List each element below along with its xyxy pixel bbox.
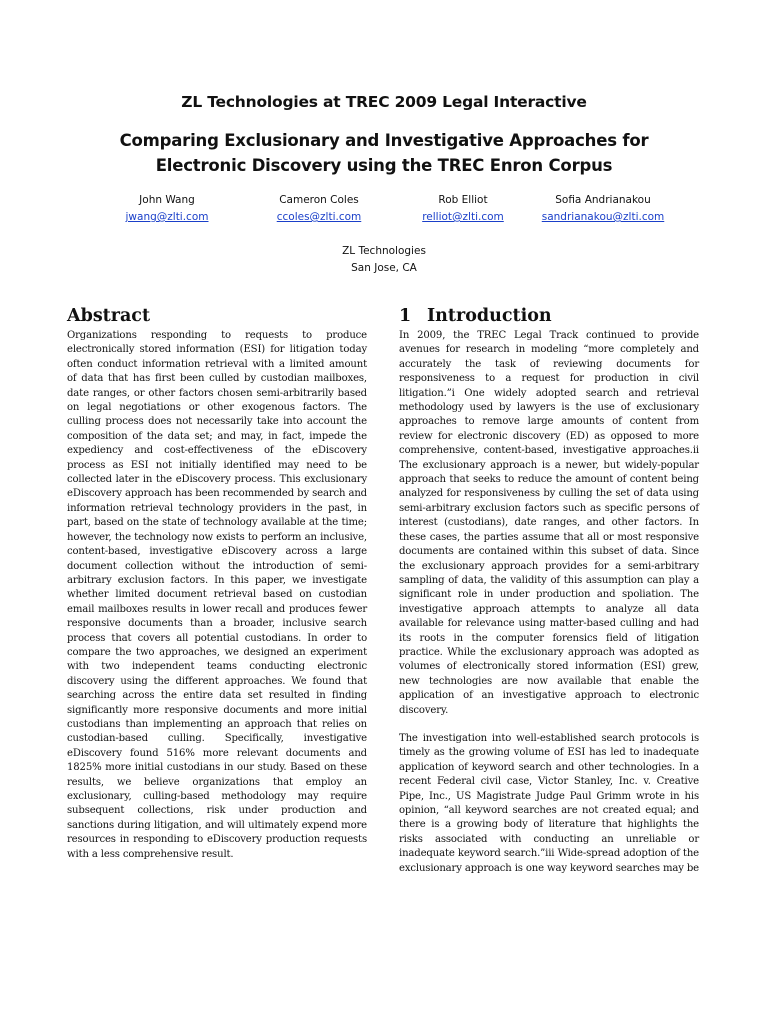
abstract-body <box>67 329 367 862</box>
paper-title: ZL Technologies at TREC 2009 Legal Interactive <box>181 93 587 111</box>
introduction-heading <box>399 306 552 326</box>
paper-subtitle-line-1: Comparing Exclusionary and Investigative Approaches for <box>119 131 649 150</box>
abstract-paragraph: Organizations responding to requests to produce electronically stored information (ESI) for litigation today often conduct information retrieval with a limited amount of data that has first been culled by custodian mailboxes, date ranges, or other factors chosen semi-arbitrarily based on legal negotiations or other exogenous factors. The culling process does not necessarily take into account the composition of the data set; and may, in fact, impede the expediency and cost-effectiveness of the eDiscovery process as ESI not initially identified may need to be collected later in the eDiscovery process. This exclusionary eDiscovery approach has been recommended by search and information retrieval technology providers in the past, in part, based on the state of technology available at the time; however, the technology now exists to perform an inclusive, content-based, investigative eDiscovery across a large document collection without the introduction of semi-arbitrary exclusion factors. In this paper, we investigate whether limited document retrieval based on custodian email mailboxes results in lower recall and produces fewer responsive documents than a broader, inclusive search process that covers all potential custodians. In order to compare the two approaches, we designed an experiment with two independent teams conducting electronic discovery using the different approaches. We found that searching across the entire data set resulted in finding significantly more responsive documents and more initial custodians than implementing an approach that relies on custodian-based culling. Specifically, investigative eDiscovery found 516% more relevant documents and 1825% more initial custodians in our study. Based on these results, we believe organizations that employ an exclusionary, culling-based methodology may require subsequent collections, risk under production and sanctions during litigation, and will ultimately expend more resources in responding to eDiscovery production requests with a less comprehensive result. <box>67 330 367 860</box>
author-email-link[interactable]: jwang@zlti.com <box>125 211 209 223</box>
abstract-heading-text: Abstract <box>67 306 151 326</box>
introduction-heading-text: Introduction <box>427 306 552 326</box>
author-name: Sofia Andrianakou <box>555 194 651 206</box>
author-name: Rob Elliot <box>438 194 488 206</box>
paper-subtitle-line-2: Electronic Discovery using the TREC Enron Corpus <box>155 156 613 175</box>
section-number: 1 <box>399 306 412 326</box>
introduction-paragraph-1: In 2009, the TREC Legal Track continued to provide avenues for research in modeling “more completely and accurately the task of reviewing documents for responsiveness to a request for production in civil litigation.”i One widely adopted search and retrieval methodology used by lawyers is the use of exclusionary approaches to remove large amounts of content from review for electronic discovery (ED) as opposed to more comprehensive, content-based, investigative approaches.ii The exclusionary approach is a newer, but widely-popular approach that seeks to reduce the amount of content being analyzed for responsiveness by culling the set of data using semi-arbitrary exclusion factors such as specific persons of interest (custodians), date ranges, and other factors. In these cases, the parties assume that all or most responsive documents are contained within this subset of data. Since the exclusionary approach provides for a semi-arbitrary sampling of data, the validity of this assumption can play a significant role in under production and spoliation. The investigative approach attempts to analyze all data available for relevance using matter-based culling and had its roots in the computer forensics field of litigation practice. While the exclusionary approach was adopted as volumes of electronically stored information (ESI) grew, new technologies are now available that enable the application of an investigative approach to electronic discovery. <box>399 330 699 716</box>
author-block <box>513 194 693 223</box>
author-email-link[interactable]: relliot@zlti.com <box>422 211 504 223</box>
introduction-paragraph-2: The investigation into well-established search protocols is timely as the growing volume of ESI has led to inadequate application of keyword search and other technologies. In a recent Federal civil case, Victor Stanley, Inc. v. Creative Pipe, Inc., US Magistrate Judge Paul Grimm wrote in his opinion, “all keyword searches are not created equal; and there is a growing body of literature that highlights the risks associated with conducting an unreliable or inadequate keyword search.”iii Wide-spread adoption of the exclusionary approach is one way keyword searches may be <box>399 732 700 874</box>
affiliation-location: San Jose, CA <box>351 262 417 274</box>
author-email-link[interactable]: sandrianakou@zlti.com <box>541 211 665 223</box>
author-name: Cameron Coles <box>279 194 359 206</box>
affiliation-org: ZL Technologies <box>342 245 426 257</box>
author-email-link[interactable]: ccoles@zlti.com <box>276 211 362 223</box>
introduction-body <box>399 329 699 876</box>
abstract-heading <box>67 306 150 326</box>
author-name: John Wang <box>139 194 195 206</box>
